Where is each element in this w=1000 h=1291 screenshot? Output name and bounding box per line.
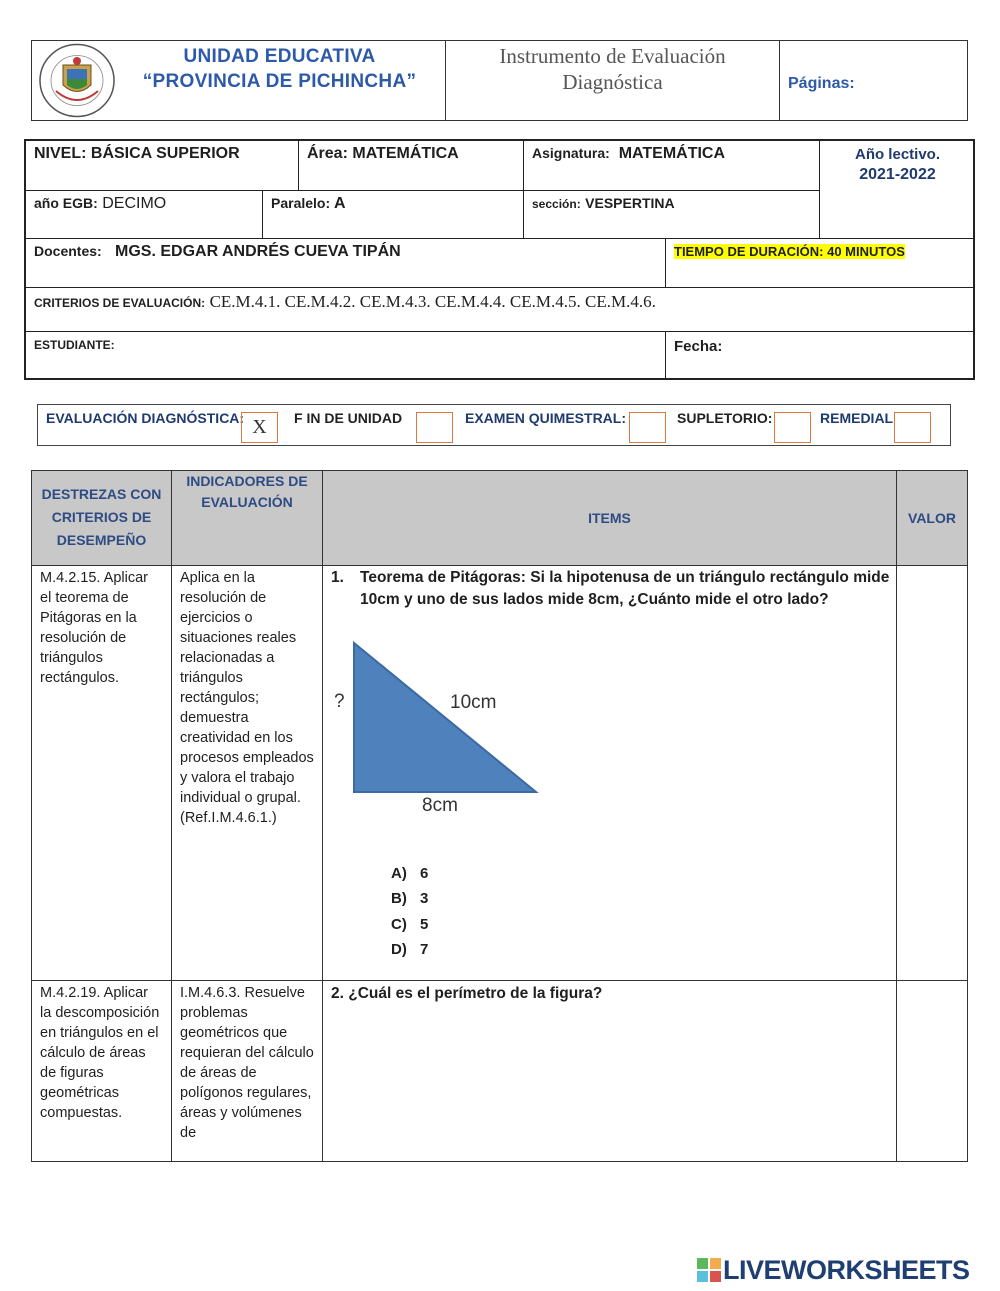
tiempo-cell [666, 239, 975, 288]
criterios-value: CE.M.4.1. CE.M.4.2. CE.M.4.3. CE.M.4.4. CE.M.4.5. CE.M.4.6. [209, 292, 656, 311]
row1-valor[interactable] [897, 566, 967, 981]
liveworksheets-logo-icon [697, 1258, 721, 1282]
anio-lectivo-value: 2021-2022 [859, 166, 936, 183]
row1-indicador: Aplica en la resolución de ejercicios o situaciones reales relacionadas a triángulos rectángulos; demuestra creatividad en los procesos empleados y valora el trabajo individual o grupal. (Ref.I.M.4.6.1.) [172, 566, 323, 981]
seccion-value: VESPERTINA [585, 195, 675, 211]
fin-unidad-checkbox[interactable] [416, 412, 453, 443]
quimestral-checkbox[interactable] [629, 412, 666, 443]
q1-question: Teorema de Pitágoras: Si la hipotenusa de un triángulo rectángulo mide 10cm y uno de sus lados mide 8cm, ¿Cuánto mide el otro lado? [360, 569, 890, 608]
right-triangle [354, 643, 536, 792]
paralelo-cell [263, 191, 524, 239]
criterios-label: CRITERIOS DE EVALUACIÓN: [34, 296, 206, 310]
diagnostica-checkbox[interactable]: X [241, 412, 278, 443]
estudiante-label: ESTUDIANTE: [34, 338, 115, 352]
criterios-cell [26, 288, 975, 332]
school-name-line2: “PROVINCIA DE PICHINCHA” [142, 71, 417, 92]
row2-item [323, 981, 897, 1161]
items-table [31, 470, 968, 1162]
fin-unidad-label: F IN DE UNIDAD [294, 410, 403, 426]
option-d[interactable] [391, 941, 449, 958]
anio-lectivo-cell [820, 141, 975, 239]
header-items: ITEMS [323, 471, 897, 566]
docentes-label: Docentes: [34, 243, 102, 259]
supletorio-checkbox[interactable] [774, 412, 811, 443]
anio-egb-value: DECIMO [102, 195, 167, 212]
option-d-letter: D) [391, 941, 407, 958]
seccion-cell [524, 191, 820, 239]
option-c[interactable] [391, 916, 449, 933]
liveworksheets-brand [697, 1255, 997, 1285]
anio-egb-cell [26, 191, 263, 239]
nivel-cell: NIVEL: BÁSICA SUPERIOR [26, 141, 299, 191]
anio-lectivo-label: Año lectivo. [854, 146, 940, 163]
remedial-label: REMEDIAL [820, 410, 894, 426]
instrument-title [446, 43, 779, 95]
option-a-letter: A) [391, 865, 407, 882]
document-header [31, 40, 968, 121]
seccion-label: sección: [532, 197, 581, 211]
paralelo-value: A [334, 195, 346, 212]
fecha-label: Fecha: [674, 338, 723, 355]
option-a[interactable] [391, 865, 449, 882]
school-seal-logo [38, 43, 116, 118]
info-table [24, 139, 975, 380]
row2-destreza: M.4.2.19. Aplicar la descomposición en triángulos en el cálculo de áreas de figuras geométricas compuestas. [32, 981, 172, 1161]
option-d-value: 7 [420, 941, 429, 958]
anio-egb-label: año EGB: [34, 195, 98, 211]
area-label: Área: [307, 145, 348, 162]
diagnostica-label: EVALUACIÓN DIAGNÓSTICA: [46, 410, 245, 426]
option-a-value: 6 [420, 865, 429, 882]
header-indicadores: INDICADORES DE EVALUACIÓN [172, 471, 323, 566]
asignatura-label: Asignatura: [532, 145, 610, 161]
school-name [122, 44, 437, 94]
school-name-line1: UNIDAD EDUCATIVA [183, 46, 376, 67]
q2-question: 2. ¿Cuál es el perímetro de la figura? [331, 985, 603, 1002]
supletorio-label: SUPLETORIO: [677, 410, 773, 426]
asignatura-cell [524, 141, 820, 191]
q1-number: 1. [331, 569, 344, 586]
area-value: MATEMÁTICA [352, 145, 459, 162]
estudiante-cell [26, 332, 666, 380]
quimestral-label: EXAMEN QUIMESTRAL: [465, 410, 626, 426]
instrument-title-cell [446, 41, 780, 120]
header-destrezas: DESTREZAS CON CRITERIOS DE DESEMPEÑO [32, 471, 172, 566]
base-label: 8cm [422, 795, 458, 816]
row1-destreza: M.4.2.15. Aplicar el teorema de Pitágoras en la resolución de triángulos rectángulos. [32, 566, 172, 981]
hypotenuse-label: 10cm [450, 692, 497, 713]
option-c-value: 5 [420, 916, 429, 933]
unknown-side-label: ? [334, 691, 345, 712]
paralelo-label: Paralelo: [271, 195, 331, 211]
tiempo-duracion: TIEMPO DE DURACIÓN: 40 MINUTOS [674, 244, 905, 259]
docentes-value: MGS. EDGAR ANDRÉS CUEVA TIPÁN [115, 243, 401, 260]
option-b-letter: B) [391, 890, 407, 907]
fecha-cell [666, 332, 975, 380]
instrument-title-line2: Diagnóstica [562, 70, 663, 94]
row2-valor[interactable] [897, 981, 967, 1161]
option-b[interactable] [391, 890, 449, 907]
remedial-checkbox[interactable] [894, 412, 931, 443]
asignatura-value: MATEMÁTICA [618, 145, 726, 162]
evaluation-type-row [37, 404, 951, 446]
pages-label: Páginas: [788, 75, 855, 92]
area-cell [299, 141, 524, 191]
option-c-letter: C) [391, 916, 407, 933]
liveworksheets-text: LIVEWORKSHEETS [723, 1255, 970, 1285]
header-valor: VALOR [897, 471, 967, 566]
instrument-title-line1: Instrumento de Evaluación [499, 44, 726, 68]
row2-indicador: I.M.4.6.3. Resuelve problemas geométricos que requieran del cálculo de áreas de polígonos regulares, áreas y volúmenes de [172, 981, 323, 1161]
docentes-cell [26, 239, 666, 288]
option-b-value: 3 [420, 890, 429, 907]
